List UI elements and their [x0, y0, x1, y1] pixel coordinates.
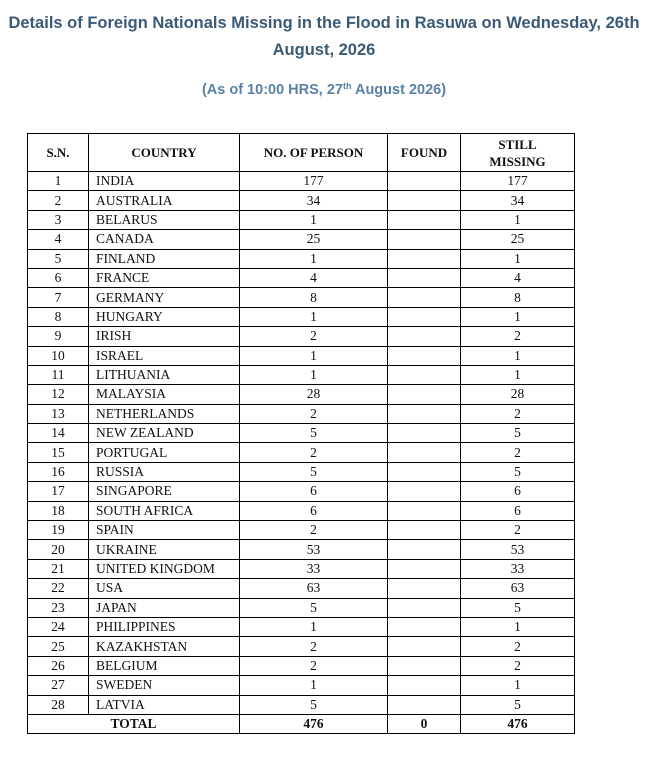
row-still-missing: 25: [461, 230, 575, 249]
row-found: [388, 656, 461, 675]
table-row: [28, 676, 575, 695]
row-found: [388, 327, 461, 346]
row-persons: 1: [240, 346, 388, 365]
row-country: RUSSIA: [89, 462, 240, 481]
row-still-missing: 2: [461, 443, 575, 462]
row-country: UNITED KINGDOM: [89, 559, 240, 578]
row-persons: 5: [240, 695, 388, 714]
table-row: [28, 288, 575, 307]
row-country: LITHUANIA: [89, 365, 240, 384]
row-found: [388, 676, 461, 695]
table-row: [28, 249, 575, 268]
header-still-missing-line2: MISSING: [489, 153, 546, 169]
row-sn: 9: [28, 327, 89, 346]
table-row: [28, 559, 575, 578]
row-sn: 5: [28, 249, 89, 268]
row-still-missing: 1: [461, 365, 575, 384]
missing-persons-table: [27, 133, 575, 734]
table-row: [28, 617, 575, 636]
row-persons: 1: [240, 365, 388, 384]
row-found: [388, 288, 461, 307]
row-country: PORTUGAL: [89, 443, 240, 462]
header-persons: NO. OF PERSON: [240, 134, 388, 172]
row-found: [388, 482, 461, 501]
row-found: [388, 172, 461, 191]
row-still-missing: 53: [461, 540, 575, 559]
as-of-timestamp: [0, 78, 648, 102]
row-country: IRISH: [89, 327, 240, 346]
table-row: [28, 579, 575, 598]
row-persons: 1: [240, 210, 388, 229]
row-found: [388, 230, 461, 249]
row-country: MALAYSIA: [89, 385, 240, 404]
document-title-line2: August, 2026: [272, 41, 376, 59]
row-found: [388, 404, 461, 423]
row-found: [388, 598, 461, 617]
row-found: [388, 617, 461, 636]
row-found: [388, 346, 461, 365]
row-sn: 25: [28, 637, 89, 656]
row-still-missing: 5: [461, 598, 575, 617]
row-still-missing: 5: [461, 462, 575, 481]
row-country: FRANCE: [89, 268, 240, 287]
row-persons: 2: [240, 327, 388, 346]
row-persons: 1: [240, 617, 388, 636]
row-country: BELARUS: [89, 210, 240, 229]
row-country: ISRAEL: [89, 346, 240, 365]
table-row: [28, 404, 575, 423]
as-of-suffix: August 2026): [351, 82, 447, 98]
row-sn: 1: [28, 172, 89, 191]
row-sn: 14: [28, 424, 89, 443]
table-header-row: [28, 134, 575, 172]
row-country: SOUTH AFRICA: [89, 501, 240, 520]
table-row: [28, 462, 575, 481]
row-found: [388, 443, 461, 462]
document-title: [0, 10, 648, 64]
row-persons: 2: [240, 404, 388, 423]
table-row: [28, 210, 575, 229]
row-sn: 8: [28, 307, 89, 326]
row-persons: 5: [240, 462, 388, 481]
table-row: [28, 172, 575, 191]
row-country: JAPAN: [89, 598, 240, 617]
row-sn: 7: [28, 288, 89, 307]
row-sn: 11: [28, 365, 89, 384]
row-still-missing: 4: [461, 268, 575, 287]
row-sn: 13: [28, 404, 89, 423]
row-still-missing: 2: [461, 521, 575, 540]
header-still-missing: [461, 134, 575, 172]
table-row: [28, 443, 575, 462]
header-country: COUNTRY: [89, 134, 240, 172]
row-country: NETHERLANDS: [89, 404, 240, 423]
row-still-missing: 5: [461, 424, 575, 443]
row-sn: 28: [28, 695, 89, 714]
row-still-missing: 2: [461, 656, 575, 675]
row-country: SINGAPORE: [89, 482, 240, 501]
row-found: [388, 521, 461, 540]
total-missing: 476: [461, 714, 575, 733]
row-sn: 16: [28, 462, 89, 481]
table-row: [28, 346, 575, 365]
row-sn: 20: [28, 540, 89, 559]
row-country: BELGIUM: [89, 656, 240, 675]
row-found: [388, 307, 461, 326]
row-country: NEW ZEALAND: [89, 424, 240, 443]
row-persons: 25: [240, 230, 388, 249]
table-row: [28, 230, 575, 249]
table-row: [28, 695, 575, 714]
document-title-line1: Details of Foreign Nationals Missing in the Flood in Rasuwa on Wednesday, 26th: [8, 14, 640, 32]
row-still-missing: 1: [461, 307, 575, 326]
row-country: GERMANY: [89, 288, 240, 307]
row-found: [388, 249, 461, 268]
table-row: [28, 268, 575, 287]
row-country: CANADA: [89, 230, 240, 249]
row-country: PHILIPPINES: [89, 617, 240, 636]
row-still-missing: 1: [461, 210, 575, 229]
as-of-prefix: (As of 10:00 HRS, 27: [201, 82, 343, 98]
table-row: [28, 482, 575, 501]
row-sn: 22: [28, 579, 89, 598]
row-sn: 23: [28, 598, 89, 617]
row-sn: 6: [28, 268, 89, 287]
row-persons: 177: [240, 172, 388, 191]
row-found: [388, 365, 461, 384]
row-still-missing: 5: [461, 695, 575, 714]
row-persons: 28: [240, 385, 388, 404]
row-found: [388, 501, 461, 520]
row-country: KAZAKHSTAN: [89, 637, 240, 656]
row-country: LATVIA: [89, 695, 240, 714]
table-row: [28, 637, 575, 656]
row-sn: 3: [28, 210, 89, 229]
row-persons: 8: [240, 288, 388, 307]
row-found: [388, 191, 461, 210]
row-found: [388, 385, 461, 404]
row-persons: 1: [240, 249, 388, 268]
row-country: HUNGARY: [89, 307, 240, 326]
row-persons: 2: [240, 656, 388, 675]
table-row: [28, 521, 575, 540]
row-found: [388, 695, 461, 714]
table-row: [28, 307, 575, 326]
table-row: [28, 327, 575, 346]
row-persons: 53: [240, 540, 388, 559]
row-persons: 6: [240, 501, 388, 520]
row-sn: 27: [28, 676, 89, 695]
row-sn: 4: [28, 230, 89, 249]
row-country: SWEDEN: [89, 676, 240, 695]
row-country: UKRAINE: [89, 540, 240, 559]
row-persons: 1: [240, 676, 388, 695]
row-persons: 33: [240, 559, 388, 578]
row-found: [388, 540, 461, 559]
total-found: 0: [388, 714, 461, 733]
total-persons: 476: [240, 714, 388, 733]
row-sn: 15: [28, 443, 89, 462]
row-sn: 19: [28, 521, 89, 540]
table-row: [28, 598, 575, 617]
row-found: [388, 462, 461, 481]
row-persons: 63: [240, 579, 388, 598]
row-still-missing: 33: [461, 559, 575, 578]
total-label: TOTAL: [28, 714, 240, 733]
row-sn: 24: [28, 617, 89, 636]
table-row: [28, 385, 575, 404]
table-row: [28, 540, 575, 559]
row-still-missing: 28: [461, 385, 575, 404]
row-found: [388, 268, 461, 287]
row-country: USA: [89, 579, 240, 598]
row-sn: 10: [28, 346, 89, 365]
row-sn: 17: [28, 482, 89, 501]
table-row: [28, 191, 575, 210]
row-country: SPAIN: [89, 521, 240, 540]
row-still-missing: 63: [461, 579, 575, 598]
header-still-missing-line1: STILL: [498, 136, 537, 152]
row-found: [388, 559, 461, 578]
row-still-missing: 1: [461, 249, 575, 268]
row-found: [388, 424, 461, 443]
row-country: FINLAND: [89, 249, 240, 268]
row-still-missing: 1: [461, 676, 575, 695]
row-still-missing: 1: [461, 346, 575, 365]
row-sn: 18: [28, 501, 89, 520]
table-row: [28, 365, 575, 384]
row-persons: 2: [240, 637, 388, 656]
row-still-missing: 1: [461, 617, 575, 636]
header-sn: S.N.: [28, 134, 89, 172]
header-found: FOUND: [388, 134, 461, 172]
row-still-missing: 6: [461, 501, 575, 520]
row-persons: 4: [240, 268, 388, 287]
row-found: [388, 210, 461, 229]
row-country: INDIA: [89, 172, 240, 191]
row-still-missing: 2: [461, 327, 575, 346]
row-found: [388, 637, 461, 656]
row-persons: 5: [240, 598, 388, 617]
row-sn: 2: [28, 191, 89, 210]
row-still-missing: 2: [461, 404, 575, 423]
row-still-missing: 2: [461, 637, 575, 656]
row-persons: 2: [240, 521, 388, 540]
table-row: [28, 656, 575, 675]
total-row: [28, 714, 575, 733]
row-still-missing: 8: [461, 288, 575, 307]
row-still-missing: 6: [461, 482, 575, 501]
row-persons: 6: [240, 482, 388, 501]
row-persons: 34: [240, 191, 388, 210]
row-persons: 5: [240, 424, 388, 443]
row-sn: 26: [28, 656, 89, 675]
row-found: [388, 579, 461, 598]
row-sn: 21: [28, 559, 89, 578]
row-still-missing: 34: [461, 191, 575, 210]
as-of-ordinal-suffix: th: [342, 81, 352, 91]
row-persons: 1: [240, 307, 388, 326]
row-sn: 12: [28, 385, 89, 404]
row-country: AUSTRALIA: [89, 191, 240, 210]
table-row: [28, 501, 575, 520]
table-row: [28, 424, 575, 443]
row-persons: 2: [240, 443, 388, 462]
row-still-missing: 177: [461, 172, 575, 191]
